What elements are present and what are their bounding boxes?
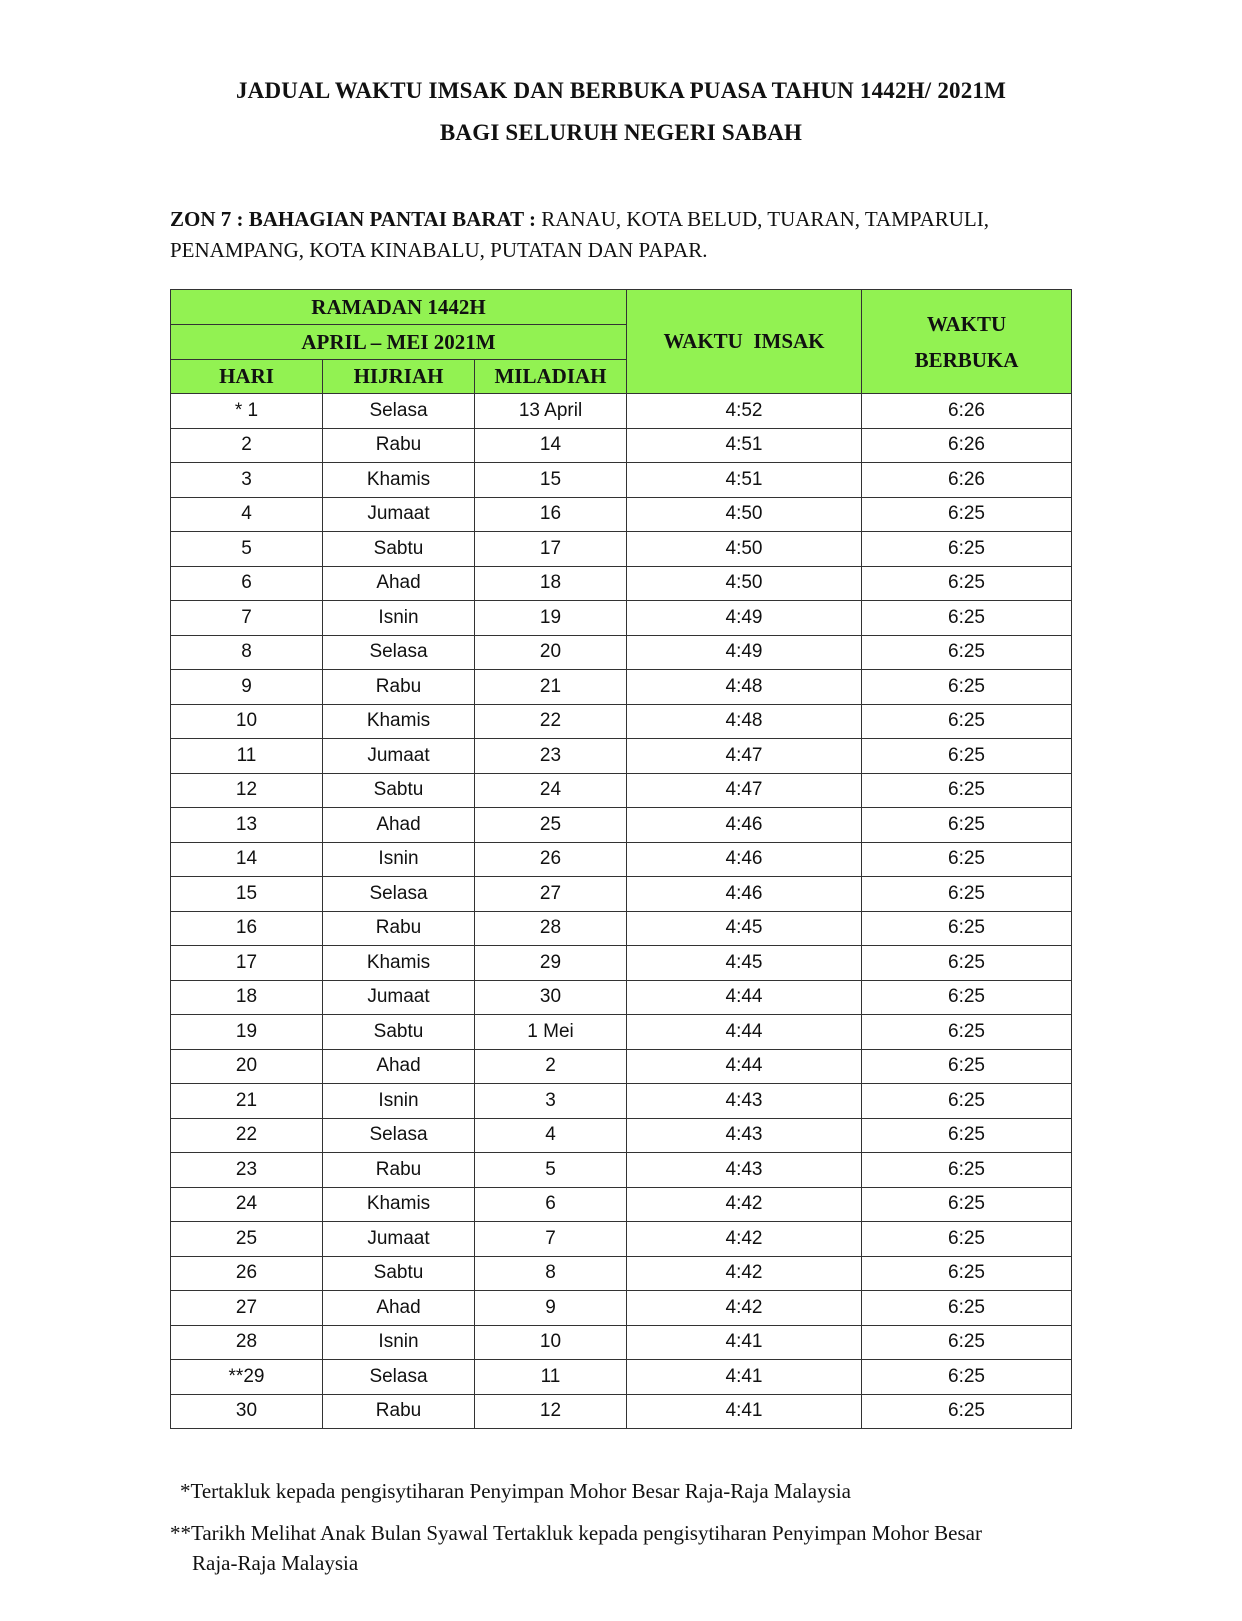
cell-imsak: 4:49: [627, 635, 862, 670]
cell-hijriah: Selasa: [323, 635, 475, 670]
cell-imsak: 4:45: [627, 911, 862, 946]
table-row: [171, 1360, 1072, 1395]
cell-miladiah: 14: [475, 428, 627, 463]
cell-hijriah: Sabtu: [323, 1015, 475, 1050]
cell-berbuka: 6:25: [862, 566, 1072, 601]
cell-berbuka: 6:26: [862, 428, 1072, 463]
cell-imsak: 4:43: [627, 1153, 862, 1188]
table-row: [171, 1187, 1072, 1222]
cell-hari: 2: [171, 428, 323, 463]
table-row: [171, 1222, 1072, 1257]
cell-berbuka: 6:25: [862, 704, 1072, 739]
cell-miladiah: 22: [475, 704, 627, 739]
cell-miladiah: 21: [475, 670, 627, 705]
cell-hijriah: Isnin: [323, 1325, 475, 1360]
cell-hijriah: Selasa: [323, 1118, 475, 1153]
cell-hari: 7: [171, 601, 323, 636]
cell-imsak: 4:43: [627, 1118, 862, 1153]
document-subtitle: BAGI SELURUH NEGERI SABAH: [439, 120, 803, 145]
cell-hari: 20: [171, 1049, 323, 1084]
cell-imsak: 4:48: [627, 670, 862, 705]
table-row: [171, 946, 1072, 981]
cell-miladiah: 9: [475, 1291, 627, 1326]
cell-berbuka: 6:25: [862, 635, 1072, 670]
cell-imsak: 4:51: [627, 463, 862, 498]
cell-miladiah: 3: [475, 1084, 627, 1119]
cell-hijriah: Jumaat: [323, 497, 475, 532]
cell-imsak: 4:41: [627, 1394, 862, 1429]
cell-miladiah: 25: [475, 808, 627, 843]
cell-miladiah: 24: [475, 773, 627, 808]
cell-imsak: 4:50: [627, 566, 862, 601]
header-berbuka-line1: WAKTU: [926, 311, 1007, 336]
zone-areas-line1: RANAU, KOTA BELUD, TUARAN, TAMPARULI,: [535, 207, 989, 231]
cell-miladiah: 23: [475, 739, 627, 774]
cell-berbuka: 6:25: [862, 1222, 1072, 1257]
document-title: JADUAL WAKTU IMSAK DAN BERBUKA PUASA TAHUN 1442H/ 2021M: [235, 78, 1007, 103]
cell-berbuka: 6:25: [862, 1084, 1072, 1119]
header-col-hijriah: HIJRIAH: [323, 360, 475, 394]
table-row: [171, 1084, 1072, 1119]
table-row: [171, 808, 1072, 843]
cell-hijriah: Ahad: [323, 566, 475, 601]
table-row: [171, 739, 1072, 774]
cell-berbuka: 6:25: [862, 739, 1072, 774]
cell-imsak: 4:42: [627, 1222, 862, 1257]
footnote-2: [170, 1518, 1070, 1578]
cell-imsak: 4:44: [627, 1049, 862, 1084]
table-row: [171, 1394, 1072, 1429]
table-row: [171, 842, 1072, 877]
cell-hijriah: Jumaat: [323, 1222, 475, 1257]
table-row: [171, 428, 1072, 463]
cell-hijriah: Ahad: [323, 1049, 475, 1084]
cell-imsak: 4:50: [627, 532, 862, 567]
cell-miladiah: 17: [475, 532, 627, 567]
cell-hari: 18: [171, 980, 323, 1015]
cell-hari: 21: [171, 1084, 323, 1119]
cell-hijriah: Rabu: [323, 428, 475, 463]
cell-miladiah: 15: [475, 463, 627, 498]
cell-imsak: 4:42: [627, 1187, 862, 1222]
footnote-2-line2: Raja-Raja Malaysia: [192, 1551, 359, 1575]
cell-miladiah: 26: [475, 842, 627, 877]
cell-hari: 11: [171, 739, 323, 774]
cell-berbuka: 6:25: [862, 1049, 1072, 1084]
cell-imsak: 4:41: [627, 1325, 862, 1360]
cell-hijriah: Khamis: [323, 1187, 475, 1222]
cell-hari: 25: [171, 1222, 323, 1257]
table-row: [171, 773, 1072, 808]
cell-miladiah: 13 April: [475, 394, 627, 429]
table-header: [171, 290, 1072, 394]
cell-imsak: 4:43: [627, 1084, 862, 1119]
cell-imsak: 4:48: [627, 704, 862, 739]
table-row: [171, 1118, 1072, 1153]
cell-hari: 10: [171, 704, 323, 739]
cell-hari: 6: [171, 566, 323, 601]
cell-miladiah: 27: [475, 877, 627, 912]
cell-imsak: 4:49: [627, 601, 862, 636]
table-row: [171, 911, 1072, 946]
table-body: [171, 394, 1072, 1429]
cell-imsak: 4:47: [627, 739, 862, 774]
cell-hari: 15: [171, 877, 323, 912]
cell-hijriah: Selasa: [323, 394, 475, 429]
table-row: [171, 601, 1072, 636]
cell-berbuka: 6:25: [862, 842, 1072, 877]
cell-imsak: 4:46: [627, 808, 862, 843]
cell-berbuka: 6:25: [862, 1291, 1072, 1326]
cell-hari: 24: [171, 1187, 323, 1222]
cell-hijriah: Sabtu: [323, 773, 475, 808]
cell-miladiah: 28: [475, 911, 627, 946]
cell-hijriah: Selasa: [323, 877, 475, 912]
cell-miladiah: 8: [475, 1256, 627, 1291]
cell-berbuka: 6:25: [862, 1153, 1072, 1188]
cell-hijriah: Rabu: [323, 911, 475, 946]
cell-berbuka: 6:25: [862, 808, 1072, 843]
schedule-table: [170, 289, 1072, 1429]
cell-imsak: 4:50: [627, 497, 862, 532]
cell-imsak: 4:42: [627, 1291, 862, 1326]
cell-berbuka: 6:26: [862, 394, 1072, 429]
cell-hari: 27: [171, 1291, 323, 1326]
footnote-2-line1: **Tarikh Melihat Anak Bulan Syawal Tertakluk kepada pengisytiharan Penyimpan Mohor Besar: [170, 1521, 982, 1545]
cell-berbuka: 6:25: [862, 1118, 1072, 1153]
cell-miladiah: 5: [475, 1153, 627, 1188]
cell-miladiah: 29: [475, 946, 627, 981]
cell-berbuka: 6:25: [862, 601, 1072, 636]
cell-berbuka: 6:25: [862, 911, 1072, 946]
cell-berbuka: 6:26: [862, 463, 1072, 498]
cell-imsak: 4:45: [627, 946, 862, 981]
cell-hari: 16: [171, 911, 323, 946]
header-col-hari: HARI: [171, 360, 323, 394]
cell-imsak: 4:41: [627, 1360, 862, 1395]
cell-miladiah: 4: [475, 1118, 627, 1153]
cell-miladiah: 30: [475, 980, 627, 1015]
cell-hari: 17: [171, 946, 323, 981]
cell-hari: 14: [171, 842, 323, 877]
cell-miladiah: 18: [475, 566, 627, 601]
cell-imsak: 4:44: [627, 980, 862, 1015]
table-row: [171, 394, 1072, 429]
cell-berbuka: 6:25: [862, 1325, 1072, 1360]
cell-hari: 4: [171, 497, 323, 532]
cell-hari: 9: [171, 670, 323, 705]
cell-berbuka: 6:25: [862, 980, 1072, 1015]
header-col-miladiah: MILADIAH: [475, 360, 627, 394]
cell-miladiah: 7: [475, 1222, 627, 1257]
cell-hijriah: Sabtu: [323, 532, 475, 567]
cell-miladiah: 1 Mei: [475, 1015, 627, 1050]
footnote-1: *Tertakluk kepada pengisytiharan Penyimpan Mohor Besar Raja-Raja Malaysia: [180, 1479, 851, 1503]
cell-miladiah: 12: [475, 1394, 627, 1429]
cell-hari: **29: [171, 1360, 323, 1395]
cell-berbuka: 6:25: [862, 1360, 1072, 1395]
cell-hijriah: Rabu: [323, 1153, 475, 1188]
cell-hijriah: Khamis: [323, 463, 475, 498]
cell-imsak: 4:47: [627, 773, 862, 808]
cell-hijriah: Ahad: [323, 808, 475, 843]
cell-miladiah: 16: [475, 497, 627, 532]
cell-berbuka: 6:25: [862, 670, 1072, 705]
cell-berbuka: 6:25: [862, 1256, 1072, 1291]
cell-hari: 19: [171, 1015, 323, 1050]
table-row: [171, 497, 1072, 532]
zone-label: ZON 7 : BAHAGIAN PANTAI BARAT :: [170, 207, 536, 231]
table-row: [171, 566, 1072, 601]
cell-imsak: 4:52: [627, 394, 862, 429]
header-waktu-imsak: WAKTU IMSAK: [627, 290, 862, 394]
cell-hari: 3: [171, 463, 323, 498]
table-row: [171, 463, 1072, 498]
cell-hijriah: Rabu: [323, 670, 475, 705]
cell-imsak: 4:46: [627, 877, 862, 912]
cell-miladiah: 20: [475, 635, 627, 670]
cell-hari: 12: [171, 773, 323, 808]
cell-hijriah: Jumaat: [323, 739, 475, 774]
cell-berbuka: 6:25: [862, 946, 1072, 981]
cell-hijriah: Jumaat: [323, 980, 475, 1015]
cell-berbuka: 6:25: [862, 1394, 1072, 1429]
table-row: [171, 1049, 1072, 1084]
cell-miladiah: 19: [475, 601, 627, 636]
table-row: [171, 532, 1072, 567]
cell-imsak: 4:42: [627, 1256, 862, 1291]
cell-hari: 26: [171, 1256, 323, 1291]
header-month-range: APRIL – MEI 2021M: [171, 325, 627, 360]
zone-description: [170, 204, 1070, 266]
cell-berbuka: 6:25: [862, 877, 1072, 912]
cell-miladiah: 10: [475, 1325, 627, 1360]
cell-miladiah: 11: [475, 1360, 627, 1395]
cell-hijriah: Selasa: [323, 1360, 475, 1395]
table-row: [171, 704, 1072, 739]
cell-hijriah: Sabtu: [323, 1256, 475, 1291]
cell-hijriah: Ahad: [323, 1291, 475, 1326]
cell-miladiah: 6: [475, 1187, 627, 1222]
cell-miladiah: 2: [475, 1049, 627, 1084]
cell-hijriah: Isnin: [323, 842, 475, 877]
header-waktu-berbuka: [862, 290, 1072, 394]
cell-hijriah: Khamis: [323, 946, 475, 981]
cell-hari: 22: [171, 1118, 323, 1153]
table-row: [171, 635, 1072, 670]
cell-hari: 23: [171, 1153, 323, 1188]
cell-hari: 28: [171, 1325, 323, 1360]
cell-hari: 8: [171, 635, 323, 670]
table-row: [171, 1256, 1072, 1291]
table-row: [171, 1291, 1072, 1326]
zone-areas-line2: PENAMPANG, KOTA KINABALU, PUTATAN DAN PAPAR.: [170, 238, 708, 262]
table-row: [171, 670, 1072, 705]
cell-hijriah: Isnin: [323, 1084, 475, 1119]
cell-berbuka: 6:25: [862, 532, 1072, 567]
table-row: [171, 877, 1072, 912]
header-berbuka-line2: BERBUKA: [914, 347, 1019, 372]
cell-hari: 5: [171, 532, 323, 567]
cell-berbuka: 6:25: [862, 497, 1072, 532]
cell-berbuka: 6:25: [862, 773, 1072, 808]
cell-imsak: 4:51: [627, 428, 862, 463]
header-ramadan: RAMADAN 1442H: [171, 290, 627, 325]
cell-hari: * 1: [171, 394, 323, 429]
cell-hijriah: Khamis: [323, 704, 475, 739]
cell-hari: 30: [171, 1394, 323, 1429]
cell-hari: 13: [171, 808, 323, 843]
table-row: [171, 1325, 1072, 1360]
table-row: [171, 980, 1072, 1015]
cell-berbuka: 6:25: [862, 1015, 1072, 1050]
cell-hijriah: Isnin: [323, 601, 475, 636]
cell-berbuka: 6:25: [862, 1187, 1072, 1222]
cell-imsak: 4:46: [627, 842, 862, 877]
table-row: [171, 1153, 1072, 1188]
table-row: [171, 1015, 1072, 1050]
cell-imsak: 4:44: [627, 1015, 862, 1050]
cell-hijriah: Rabu: [323, 1394, 475, 1429]
